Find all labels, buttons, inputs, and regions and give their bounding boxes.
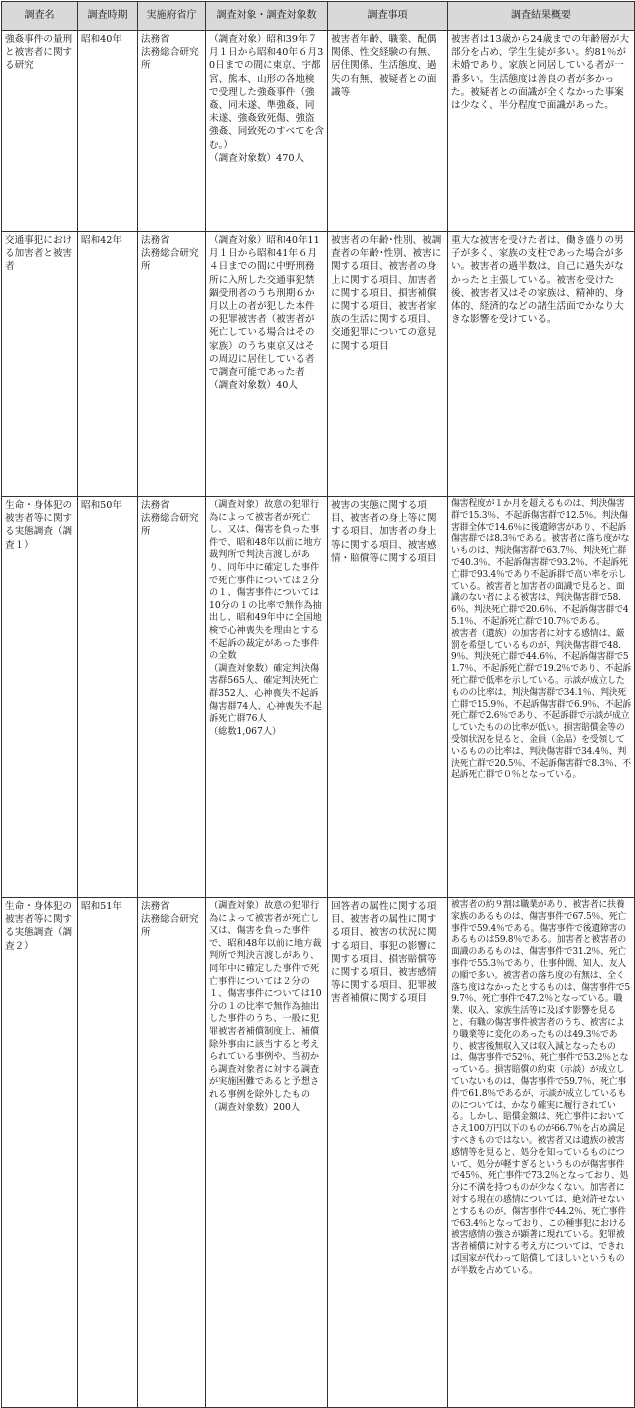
survey-name-cell: 交通事犯における加害者と被害者 xyxy=(2,232,78,497)
survey-name-cell: 生命・身体犯の被害者等に関する実態調査（調査１） xyxy=(2,497,78,898)
agency-text: 法務省 法務総合研究所 xyxy=(141,34,199,72)
header-summary: 調査結果概要 xyxy=(448,2,635,31)
header-items: 調査事項 xyxy=(328,2,448,31)
target-text: （調査対象）故意の犯罪行為によって被害者が死亡し又は、傷害を負った事件で、昭和48年以前に地方裁判所で判決言渡しがあり、同年中に確定した事件で死亡事件については２分の１、傷害事件については10分の１の比率で無作為抽出した事件のうち、一般に犯罪被害者補償制度上、補償除外事由に該当すると考えられている事例や、当初から調査対象者に対する調査が実施困難であると予想される事例を除外したもの （調査対象数）200人 xyxy=(209,900,322,1113)
survey-target-cell xyxy=(206,497,328,898)
target-text: （調査対象）昭和39年７月１日から昭和40年６月30日までの間に東京、宇都宮、熊本、山形の各地検で受理した強姦事件（強姦、同未遂、準強姦、同未遂、強姦致死傷、強盗強姦、同致死のすべてを含む。） （調査対象数）470人 xyxy=(209,34,324,164)
header-row xyxy=(2,2,635,31)
survey-table xyxy=(1,1,635,1408)
survey-items-cell: 被害者の年齢･性別、被調査者の年齢･性別、被害に関する項目、被害者の身上に関する項目、加害者に関する項目、損害補償に関する項目、被害者家族の生活に関する項目、交通犯罪についての意見に関する項目 xyxy=(328,232,448,497)
agency-text: 法務省 法務総合研究所 xyxy=(141,500,199,538)
survey-period-cell: 昭和51年 xyxy=(78,898,138,1408)
table-row xyxy=(2,898,635,1408)
survey-summary-cell: 重大な被害を受けた者は、働き盛りの男子が多く、家族の支柱であった場合が多い。被害者の過半数は、自己に過失がなかったと主張している。被害を受けた後、被害者又はその家族は、精神的、身体的、経済的などの諸生活面でかなり大きな影響を受けている。 xyxy=(448,232,635,497)
header-target: 調査対象・調査対象数 xyxy=(206,2,328,31)
survey-name-cell: 強姦事件の量刑と被害者に関する研究 xyxy=(2,31,78,232)
survey-target-cell xyxy=(206,898,328,1408)
survey-items-cell: 被害の実態に関する項目、被害者の身上等に関する項目、加害者の身上等に関する項目、被害感情・賠償等に関する項目 xyxy=(328,497,448,898)
survey-agency-cell xyxy=(138,497,206,898)
survey-summary-cell: 被害者は13歳から24歳までの年齢層が大部分を占め、学生生徒が多い。約81％が未婚であり、家族と同居している者が一番多い。生活態度は善良の者が多かった。被疑者との面識が全くなかった事案は少なく、半分程度で面識があった。 xyxy=(448,31,635,232)
agency-text: 法務省 法務総合研究所 xyxy=(141,235,199,273)
survey-target-cell xyxy=(206,31,328,232)
header-agency: 実施府省庁 xyxy=(138,2,206,31)
summary-text: 傷害程度が１か月を超えるものは、判決傷害群で15.3％、不起訴傷害群で12.5％。判決傷害群全体で14.6％に後遺障害があり、不起訴傷害群では8.3％である。被害者に落ち度がないものは、判決傷害群で63.7％、判決死亡群で40.3％、不起訴傷害群で93.2％、不起訴死亡群で93.4％であり不起訴群で高い率を示している。被害者と加害者の面識で見ると、面識のない者による被害は、判決傷害群で58.6％、判決死亡群で20.6％、不起訴傷害群で45.1％、不起訴死亡群で10.7％である。 被害者（遺族）の加害者に対する感情は、厳罰を希望しているものが、判決傷害群で48.9％、判決死亡群で44.6％、不起訴傷害群で51.7％、不起訴死亡群で19.2％であり、不起訴死亡群で低率を示している。示談が成立したものの比率は、判決傷害群で34.1％、判決死亡群で15.9％、不起訴傷害群で6.9％、不起訴死亡群で2.6％であり、不起訴群で示談が成立していたものの比率が低い。損害賠償金等の受領状況を見ると、金員（金品）を受領しているものの比率は、判決傷害群で34.4％、判決死亡群で20.5％、不起訴傷害群で8.3％、不起訴死亡群で０％となっている。 xyxy=(451,499,631,781)
survey-target-cell xyxy=(206,232,328,497)
header-period: 調査時期 xyxy=(78,2,138,31)
survey-agency-cell xyxy=(138,898,206,1408)
target-text: （調査対象）故意の犯罪行為によって被害者が死亡し、又は、傷害を負った事件で、昭和48年以前に地方裁判所で判決言渡しがあり、同年中に確定した事件で死亡事件については２分の１、傷害事件については10分の１の比率で無作為抽出し、昭和49年中に全国地検で心神喪失を理由とする不起訴の裁定があった事件の全数 （調査対象数）確定判決傷害群565人、確定判決死亡群352人、心神喪失不起訴傷害群74人、心神喪失不起訴死亡群76人 （総数1,067人） xyxy=(209,499,322,737)
survey-agency-cell xyxy=(138,232,206,497)
survey-summary-cell xyxy=(448,497,635,898)
target-text: （調査対象）昭和40年11月１日から昭和41年６月４日までの間に中野刑務所に入所した交通事犯禁錮受刑者のうち刑期６か月以上の者が犯した本件の犯罪被害者（被害者が死亡している場合はその家族）のうち東京又はその周辺に居住している者で調査可能であった者 （調査対象数）40人 xyxy=(209,235,320,392)
agency-text: 法務省 法務総合研究所 xyxy=(141,901,199,939)
table-row xyxy=(2,31,635,232)
survey-period-cell: 昭和42年 xyxy=(78,232,138,497)
survey-period-cell: 昭和40年 xyxy=(78,31,138,232)
survey-period-cell: 昭和50年 xyxy=(78,497,138,898)
survey-name-cell: 生命・身体犯の被害者等に関する実態調査（調査２） xyxy=(2,898,78,1408)
table-row xyxy=(2,232,635,497)
survey-items-cell: 被害者年齢、職業、配偶関係、性交経験の有無、居住関係、生活態度、過失の有無、被疑者との面識等 xyxy=(328,31,448,232)
survey-agency-cell xyxy=(138,31,206,232)
table-row xyxy=(2,497,635,898)
header-survey-name: 調査名 xyxy=(2,2,78,31)
survey-items-cell: 回答者の属性に関する項目、被害者の属性に関する項目、被害の状況に関する項目、事犯の影響に関する項目、損害賠償等に関する項目、被害感情等に関する項目、犯罪被害者補償に関する項目 xyxy=(328,898,448,1408)
survey-summary-cell: 被害者の約９割は職業があり、被害者に扶養家族のあるものは、傷害事件で67.5％、死亡事件で59.4％である。傷害事件で後遺障害のあるものは59.8％である。加害者と被害者の面識のあるものは、傷害事件で31.2％、死亡事件で55.3％であり、仕事仲間、知人、友人の順で多い。被害者の落ち度の有無は、全く落ち度はなかったとするものは、傷害事件で59.7％、死亡事件で47.2％となっている。職業、収入、家族生活等に及ぼす影響を見ると、有職の傷害事件被害者のうち、被害により職業等に変化のあったものは49.3％であり、被害後無収入又は収入減となったものは、傷害事件で52％、死亡事件で53.2％となっている。損害賠償の約束（示談）が成立していないものは、傷害事件で59.7％、死亡事件で61.8％であるが、示談が成立しているものについては、かなり確実に履行されている。しかし、賠償金額は、死亡事件においてさえ100万円以下のものが66.7％を占め満足すべきものではない。被害者又は遺族の被害感情等を見ると、処分を知っているものについて、処分が軽すぎるというものが傷害事件で45％、死亡事件で73.2％となっており、処分に不満を持つものが少なくない。加害者に対する現在の感情については、絶対許せないとするものが、傷害事件で44.2％、死亡事件で63.4％となっており、この種事犯における被害感情の強さが顕著に現れている。犯罪被害者補償に対する考え方については、できれば国家が代わって賠償してほしいというものが半数を占めている。 xyxy=(448,898,635,1408)
